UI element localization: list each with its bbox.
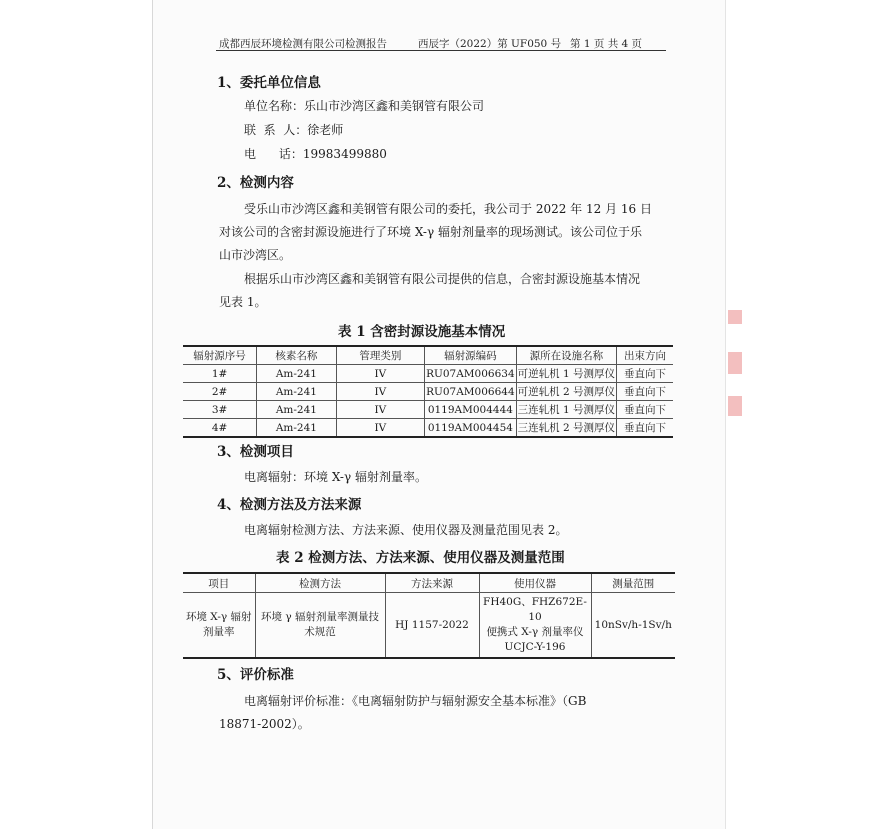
table-row — [183, 401, 673, 419]
table-cell: 4# — [211, 421, 228, 434]
table2-header-cell: 检测方法 — [255, 573, 385, 593]
table-cell: 三连轧机 1 号测厚仪 — [516, 401, 616, 419]
table-row — [183, 365, 673, 383]
table-cell: 0119AM004444 — [425, 401, 517, 419]
table-cell: RU07AM006644 — [425, 383, 517, 401]
table1-header-cell: 源所在设施名称 — [516, 346, 616, 365]
table1-caption: 表 1 含密封源设施基本情况 — [338, 324, 506, 340]
table-cell: IV — [336, 419, 424, 438]
table-cell: 1# — [183, 365, 257, 383]
table1-header-cell: 出束方向 — [617, 346, 673, 365]
seal-fragment — [728, 310, 742, 324]
table-cell: 2# — [183, 383, 257, 401]
table1 — [183, 345, 673, 438]
section4-title: 4、检测方法及方法来源 — [217, 497, 362, 513]
table-cell: Am-241 — [257, 419, 337, 438]
table-cell: 垂直向下 — [617, 383, 673, 401]
section4-text: 电离辐射检测方法、方法来源、使用仪器及测量范围见表 2。 — [244, 523, 568, 537]
section5-title: 5、评价标准 — [217, 667, 294, 683]
table-cell: IV — [336, 365, 424, 383]
table2-range-cell: 10nSv/h-1Sv/h — [591, 593, 675, 659]
header-report-number: 西辰字（2022）第 UF050 号 — [418, 38, 562, 50]
phone-label: 电 话： — [244, 147, 303, 161]
contact-label: 联 系 人： — [244, 123, 308, 137]
table2-method-cell: 环境 γ 辐射剂量率测量技术规范 — [255, 593, 385, 659]
table1-header-cell: 核素名称 — [257, 346, 337, 365]
instrument-model: FH40G、FHZ672E-10 — [483, 596, 587, 623]
section1-title: 1、委托单位信息 — [217, 75, 321, 91]
seal-fragment — [728, 396, 742, 416]
table1-header-row — [183, 346, 673, 365]
table2-header-cell: 方法来源 — [385, 573, 479, 593]
table-cell: 垂直向下 — [617, 419, 673, 438]
table2-header-cell: 项目 — [183, 573, 255, 593]
section5-line1: 电离辐射评价标准：《电离辐射防护与辐射源安全基本标准》（GB — [244, 694, 587, 708]
unit-name-value: 乐山市沙湾区鑫和美钢管有限公司 — [304, 99, 485, 113]
table-cell: 可逆轧机 2 号测厚仪 — [516, 383, 616, 401]
table-cell: 0119AM004454 — [425, 419, 517, 438]
contact-row — [244, 119, 343, 142]
unit-name-row — [244, 95, 484, 118]
phone-row — [244, 143, 387, 166]
table1-header-cell: 辐射源编码 — [425, 346, 517, 365]
table-cell: Am-241 — [257, 401, 337, 419]
table-cell: 3# — [183, 401, 257, 419]
seal-fragment — [728, 352, 742, 374]
table2-source-cell: HJ 1157-2022 — [385, 593, 479, 659]
table2-header-cell: 测量范围 — [591, 573, 675, 593]
section2-para2-line1: 根据乐山市沙湾区鑫和美钢管有限公司提供的信息，合密封源设施基本情况 — [244, 272, 641, 286]
header-page-number: 第 1 页 共 4 页 — [570, 38, 643, 50]
section2-para1-line1: 受乐山市沙湾区鑫和美钢管有限公司的委托，我公司于 2022 年 12 月 16 日 — [244, 202, 652, 216]
table-cell: Am-241 — [257, 365, 337, 383]
instrument-id: UCJC-Y-196 — [504, 641, 566, 653]
table-row — [183, 419, 673, 438]
section5-line2: 18871-2002）。 — [219, 717, 310, 731]
table2 — [183, 572, 675, 659]
table-cell: 可逆轧机 1 号测厚仪 — [516, 365, 616, 383]
table-cell: 三连轧机 2 号测厚仪 — [516, 419, 616, 438]
table-cell: IV — [336, 383, 424, 401]
section2-para1-line2: 对该公司的含密封源设施进行了环境 X-γ 辐射剂量率的现场测试。该公司位于乐 — [219, 225, 642, 239]
section2-para1-line3: 山市沙湾区。 — [219, 248, 292, 262]
unit-name-label: 单位名称： — [244, 99, 305, 113]
table2-caption: 表 2 检测方法、方法来源、使用仪器及测量范围 — [276, 550, 565, 566]
table-cell: Am-241 — [257, 383, 337, 401]
table2-item-cell: 环境 X-γ 辐射剂量率 — [185, 611, 252, 638]
section2-title: 2、检测内容 — [217, 175, 294, 191]
table-cell: RU07AM006634 — [425, 365, 517, 383]
table-cell: IV — [336, 401, 424, 419]
section2-para2-line2: 见表 1。 — [219, 295, 267, 309]
table-cell: 垂直向下 — [617, 365, 673, 383]
header-company: 成都西辰环境检测有限公司检测报告 — [219, 38, 387, 50]
section3-text: 电离辐射：环境 X-γ 辐射剂量率。 — [244, 470, 427, 484]
table-row — [183, 383, 673, 401]
table1-header-cell: 管理类别 — [336, 346, 424, 365]
table2-header-cell: 使用仪器 — [479, 573, 591, 593]
table2-header-row — [183, 573, 675, 593]
contact-value: 徐老师 — [307, 123, 344, 137]
section3-title: 3、检测项目 — [217, 444, 294, 460]
table-row — [183, 593, 675, 659]
table2-instrument-cell — [479, 593, 591, 659]
table1-header-cell: 辐射源序号 — [183, 346, 257, 365]
phone-value: 19983499880 — [302, 147, 387, 161]
table-cell: 垂直向下 — [617, 401, 673, 419]
header-rule — [216, 50, 666, 51]
instrument-type: 便携式 X-γ 剂量率仪 — [486, 626, 584, 638]
